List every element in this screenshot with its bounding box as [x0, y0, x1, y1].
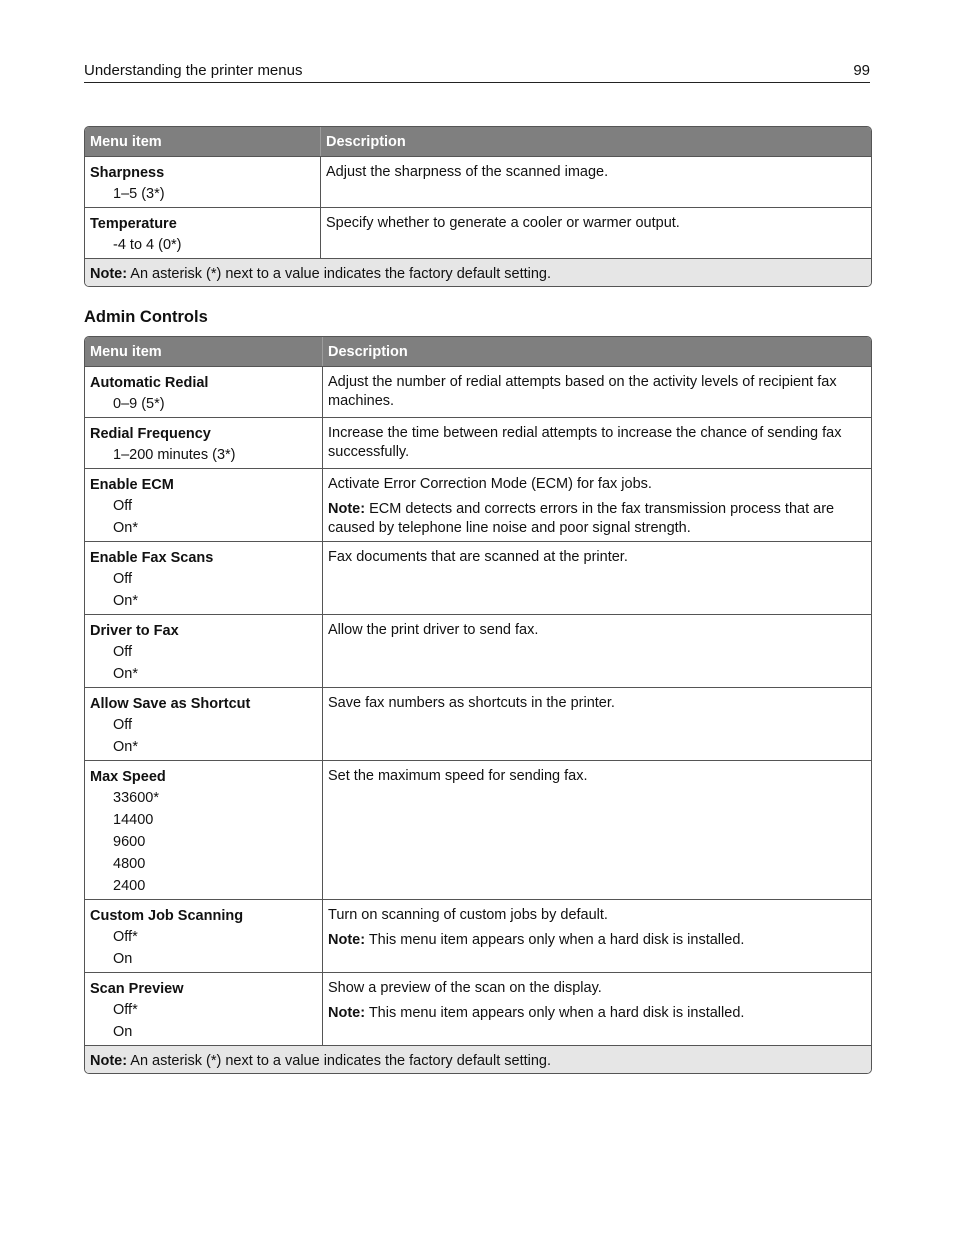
menu-item-name: Sharpness — [90, 165, 165, 181]
menu-item-option: On* — [113, 520, 138, 536]
table-row — [85, 687, 871, 760]
menu-item-option: Off — [113, 498, 133, 514]
menu-item-description: Activate Error Correction Mode (ECM) for fax jobs. — [328, 476, 652, 492]
table-row — [85, 156, 871, 207]
note-label: Note: — [328, 932, 366, 948]
col-header-description: Description — [328, 344, 408, 360]
menu-item-name: Enable Fax Scans — [90, 550, 214, 566]
note-label: Note: — [328, 501, 366, 517]
menu-item-option: 4800 — [113, 856, 146, 872]
table-row — [85, 366, 871, 417]
menu-item-description: Show a preview of the scan on the display. — [328, 980, 602, 996]
menu-item-name: Enable ECM — [90, 477, 174, 493]
footnote-text: An asterisk (*) next to a value indicates the factory default setting. — [127, 1053, 552, 1069]
section-title: Admin Controls — [84, 308, 208, 326]
footnote-label: Note: — [90, 266, 128, 282]
table-footnote — [85, 258, 871, 286]
menu-item-description: Fax documents that are scanned at the printer. — [328, 549, 628, 565]
menu-item-description: Save fax numbers as shortcuts in the printer. — [328, 695, 615, 711]
page-header — [84, 61, 870, 83]
menu-item-name: Automatic Redial — [90, 375, 209, 391]
menu-item-name: Temperature — [90, 216, 177, 232]
menu-item-option: Off* — [113, 929, 138, 945]
menu-item-note — [328, 931, 867, 950]
menu-item-description: Allow the print driver to send fax. — [328, 622, 539, 638]
menu-item-option: On — [113, 1024, 133, 1040]
menu-item-name: Redial Frequency — [90, 426, 211, 442]
menu-item-option: 1–5 (3*) — [113, 186, 165, 202]
admin-controls-table — [84, 336, 872, 1074]
menu-item-description: Turn on scanning of custom jobs by default. — [328, 907, 608, 923]
header-title: Understanding the printer menus — [84, 62, 303, 79]
footnote-text: An asterisk (*) next to a value indicates the factory default setting. — [127, 266, 552, 282]
menu-item-name: Max Speed — [90, 769, 166, 785]
menu-item-name: Driver to Fax — [90, 623, 179, 639]
page-number: 99 — [853, 62, 870, 79]
menu-item-description: Set the maximum speed for sending fax. — [328, 768, 588, 784]
menu-item-option: Off* — [113, 1002, 138, 1018]
menu-item-note — [328, 500, 867, 538]
menu-item-description: Specify whether to generate a cooler or warmer output. — [326, 215, 680, 231]
menu-item-name: Allow Save as Shortcut — [90, 696, 251, 712]
note-label: Note: — [328, 1005, 366, 1021]
footnote-label: Note: — [90, 1053, 128, 1069]
table-header — [85, 337, 871, 366]
menu-item-option: 14400 — [113, 812, 154, 828]
note-text: This menu item appears only when a hard disk is installed. — [365, 932, 745, 948]
menu-item-option: Off — [113, 571, 133, 587]
table-header — [85, 127, 871, 156]
table-row — [85, 614, 871, 687]
menu-item-option: 0–9 (5*) — [113, 396, 165, 412]
menu-item-name: Custom Job Scanning — [90, 908, 244, 924]
menu-item-option: -4 to 4 (0*) — [113, 237, 182, 253]
table-row — [85, 541, 871, 614]
table-row — [85, 972, 871, 1045]
table-row — [85, 760, 871, 899]
menu-item-option: Off — [113, 717, 133, 733]
menu-item-note — [328, 1004, 867, 1023]
menu-item-option: 1–200 minutes (3*) — [113, 447, 236, 463]
menu-item-option: On* — [113, 666, 138, 682]
menu-item-option: 9600 — [113, 834, 146, 850]
menu-item-option: Off — [113, 644, 133, 660]
menu-item-name: Scan Preview — [90, 981, 184, 997]
col-header-menu-item: Menu item — [85, 127, 321, 156]
menu-item-option: 2400 — [113, 878, 146, 894]
note-text: ECM detects and corrects errors in the fax transmission process that are caused by telephone line noise and poor signal strength. — [328, 501, 835, 536]
table-footnote — [85, 1045, 871, 1073]
menu-item-description: Adjust the number of redial attempts based on the activity levels of recipient fax machines. — [328, 374, 837, 409]
col-header-description: Description — [326, 134, 406, 150]
scan-settings-table — [84, 126, 872, 287]
menu-item-option: On* — [113, 593, 138, 609]
menu-item-option: On — [113, 951, 133, 967]
menu-item-option: 33600* — [113, 790, 159, 806]
table-row — [85, 899, 871, 972]
col-header-menu-item: Menu item — [85, 337, 323, 366]
table-row — [85, 417, 871, 468]
menu-item-description: Adjust the sharpness of the scanned image. — [326, 164, 609, 180]
table-row — [85, 207, 871, 258]
menu-item-description: Increase the time between redial attempts to increase the chance of sending fax successfully. — [328, 425, 842, 460]
table-row — [85, 468, 871, 541]
menu-item-option: On* — [113, 739, 138, 755]
note-text: This menu item appears only when a hard disk is installed. — [365, 1005, 745, 1021]
